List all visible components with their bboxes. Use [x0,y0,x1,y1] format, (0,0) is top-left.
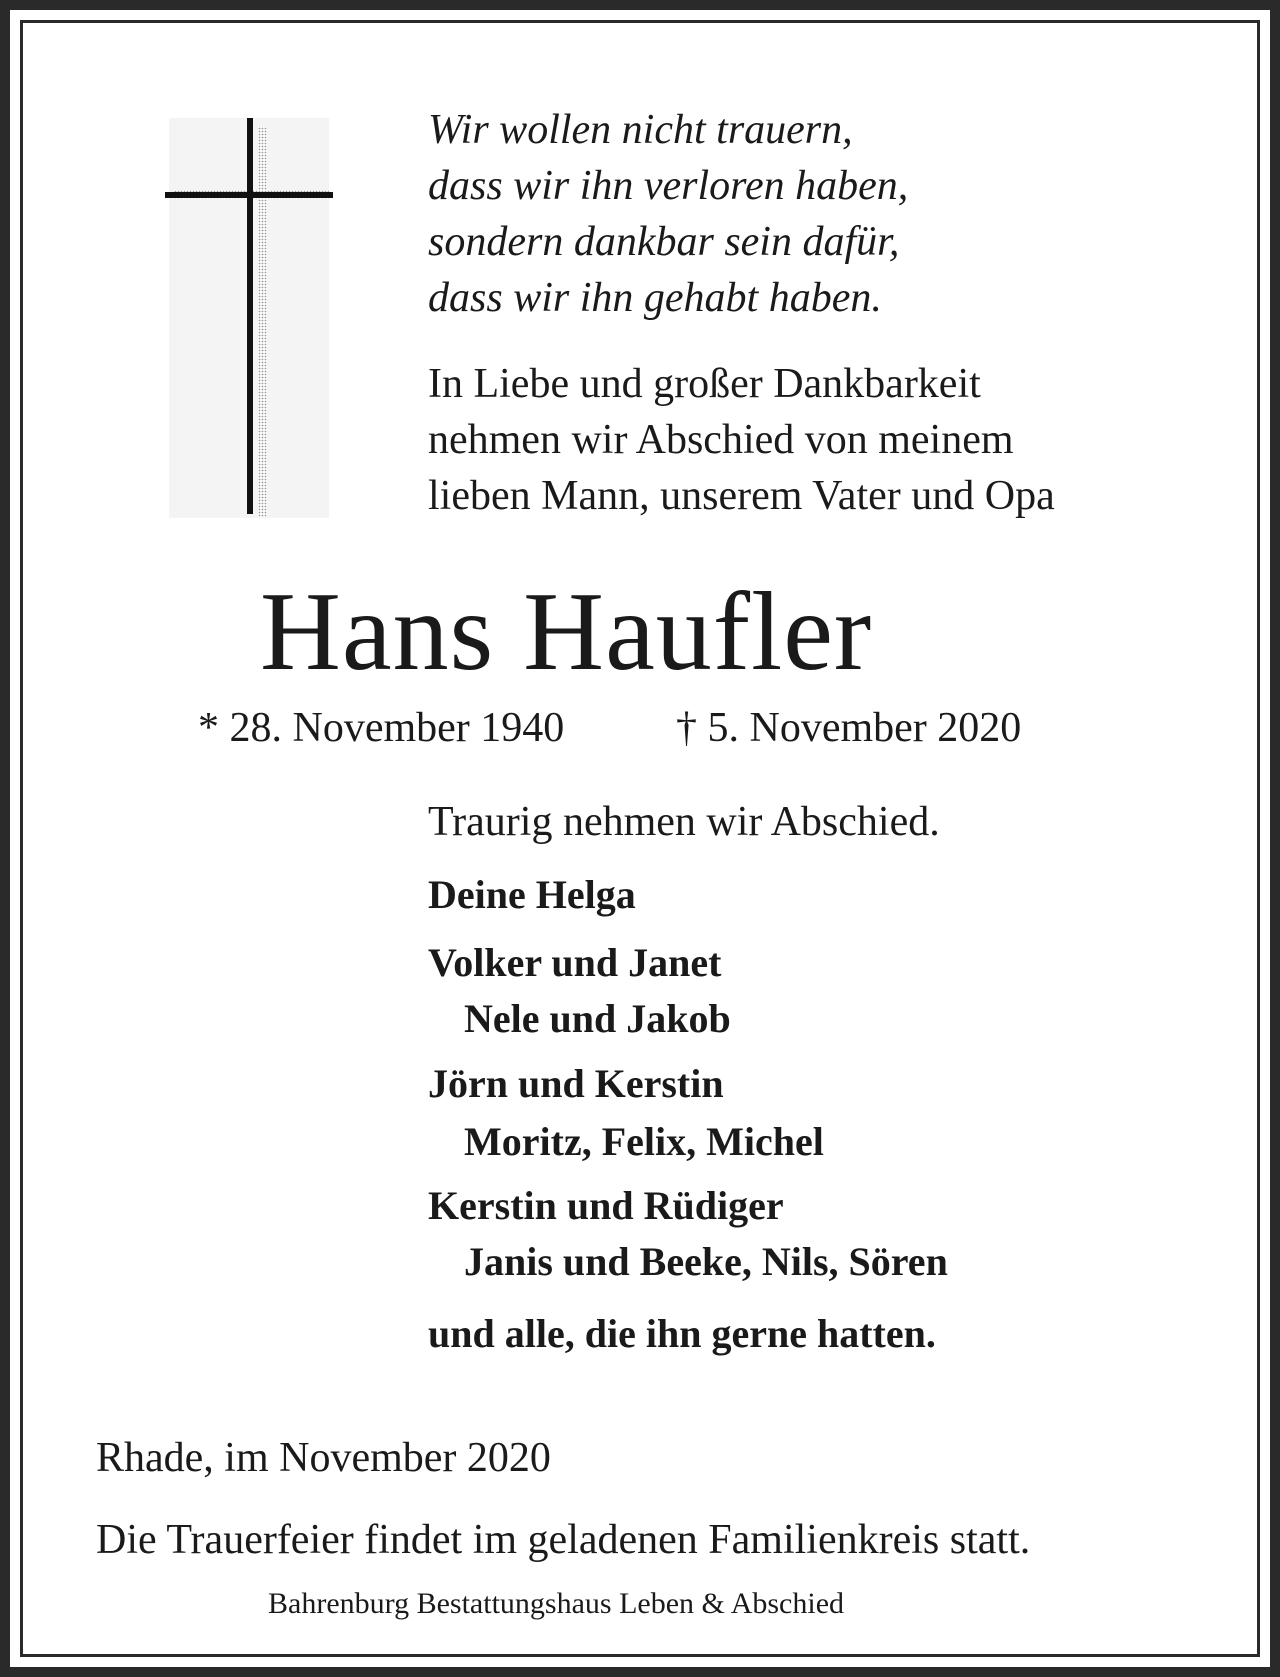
verse-line-2: dass wir ihn verloren haben, [428,163,909,209]
family-line-5: Moritz, Felix, Michel [464,1119,824,1164]
family-line-1: Deine Helga [428,872,636,917]
birth-date: * 28. November 1940 [198,705,565,751]
verse-line-1: Wir wollen nicht trauern, [428,107,853,153]
deceased-name: Hans Haufler [260,570,873,694]
family-line-8: und alle, die ihn gerne hatten. [428,1311,936,1356]
cross-icon [165,118,335,518]
verse-line-3: sondern dankbar sein dafür, [428,219,900,265]
family-line-4: Jörn und Kerstin [428,1061,724,1106]
death-date: † 5. November 2020 [676,705,1022,751]
place-date: Rhade, im November 2020 [96,1435,551,1481]
intro-line-3: lieben Mann, unserem Vater und Opa [428,473,1055,519]
intro-line-1: In Liebe und großer Dankbarkeit [428,361,981,407]
family-line-2: Volker und Janet [428,940,722,985]
verse-line-4: dass wir ihn gehabt haben. [428,275,882,321]
family-line-3: Nele und Jakob [464,996,731,1041]
funeral-home: Bahrenburg Bestattungshaus Leben & Abschied [268,1587,845,1620]
family-line-7: Janis und Beeke, Nils, Sören [464,1239,948,1284]
ceremony-note: Die Trauerfeier findet im geladenen Familienkreis statt. [96,1517,1031,1563]
family-line-6: Kerstin und Rüdiger [428,1183,784,1228]
farewell-text: Traurig nehmen wir Abschied. [428,799,940,845]
intro-line-2: nehmen wir Abschied von meinem [428,417,1014,463]
